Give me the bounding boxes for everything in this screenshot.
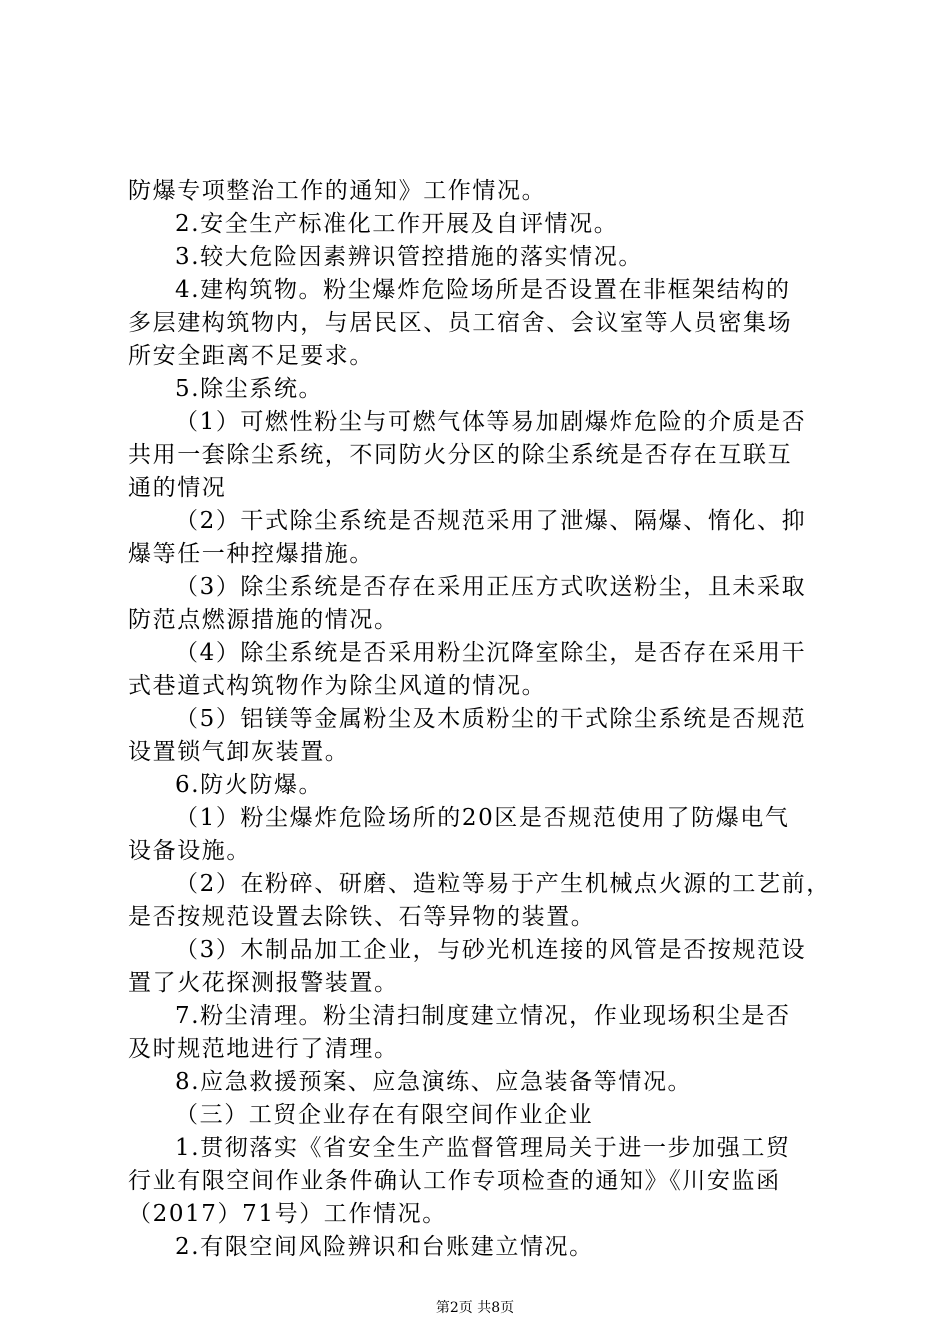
- text-line: 行业有限空间作业条件确认工作专项检查的通知》《川安监函: [128, 1168, 781, 1194]
- text-line: 通的情况: [128, 475, 227, 501]
- text-line: （4）除尘系统是否采用粉尘沉降室除尘，是否存在采用干: [175, 640, 807, 666]
- text-line: 设备设施。: [128, 838, 251, 864]
- text-line: 多层建构筑物内，与居民区、员工宿舍、会议室等人员密集场: [128, 310, 793, 336]
- text-line: 1.贯彻落实《省安全生产监督管理局关于进一步加强工贸: [175, 1135, 791, 1161]
- text-line: 防爆专项整治工作的通知》工作情况。: [128, 178, 547, 204]
- text-line: 爆等任一种控爆措施。: [128, 541, 374, 567]
- text-line: 式巷道式构筑物作为除尘风道的情况。: [128, 673, 547, 699]
- text-line: （3）除尘系统是否存在采用正压方式吹送粉尘，且未采取: [175, 574, 807, 600]
- page-footer: 第2页 共8页: [435, 1300, 515, 1316]
- text-line: 防范点燃源措施的情况。: [128, 607, 399, 633]
- text-line: 4.建构筑物。粉尘爆炸危险场所是否设置在非框架结构的: [175, 277, 791, 303]
- text-line: （1）粉尘爆炸危险场所的20区是否规范使用了防爆电气: [175, 805, 790, 831]
- text-line: 6.防火防爆。: [175, 772, 324, 798]
- text-line: （3）木制品加工企业，与砂光机连接的风管是否按规范设: [175, 937, 807, 963]
- text-line: （2017）71号）工作情况。: [128, 1201, 447, 1227]
- text-line: 设置锁气卸灰装置。: [128, 739, 350, 765]
- text-line: 7.粉尘清理。粉尘清扫制度建立情况，作业现场积尘是否: [175, 1003, 791, 1029]
- text-line: 置了火花探测报警装置。: [128, 970, 399, 996]
- text-line: 所安全距离不足要求。: [128, 343, 374, 369]
- text-line: 3.较大危险因素辨识管控措施的落实情况。: [175, 244, 643, 270]
- text-line: （2）干式除尘系统是否规范采用了泄爆、隔爆、惰化、抑: [175, 508, 807, 534]
- text-line: 及时规范地进行了清理。: [128, 1036, 399, 1062]
- text-line: （1）可燃性粉尘与可燃气体等易加剧爆炸危险的介质是否: [175, 409, 807, 435]
- text-line: 是否按规范设置去除铁、石等异物的装置。: [128, 904, 596, 930]
- text-line: 2.有限空间风险辨识和台账建立情况。: [175, 1234, 594, 1260]
- text-line: 2.安全生产标准化工作开展及自评情况。: [175, 211, 619, 237]
- text-line: （5）铝镁等金属粉尘及木质粉尘的干式除尘系统是否规范: [175, 706, 807, 732]
- text-line: 8.应急救援预案、应急演练、应急装备等情况。: [175, 1069, 693, 1095]
- text-line: （2）在粉碎、研磨、造粒等易于产生机械点火源的工艺前，: [175, 871, 831, 897]
- text-line: 5.除尘系统。: [175, 376, 324, 402]
- text-line: （三）工贸企业存在有限空间作业企业: [175, 1102, 594, 1128]
- text-line: 共用一套除尘系统，不同防火分区的除尘系统是否存在互联互: [128, 442, 793, 468]
